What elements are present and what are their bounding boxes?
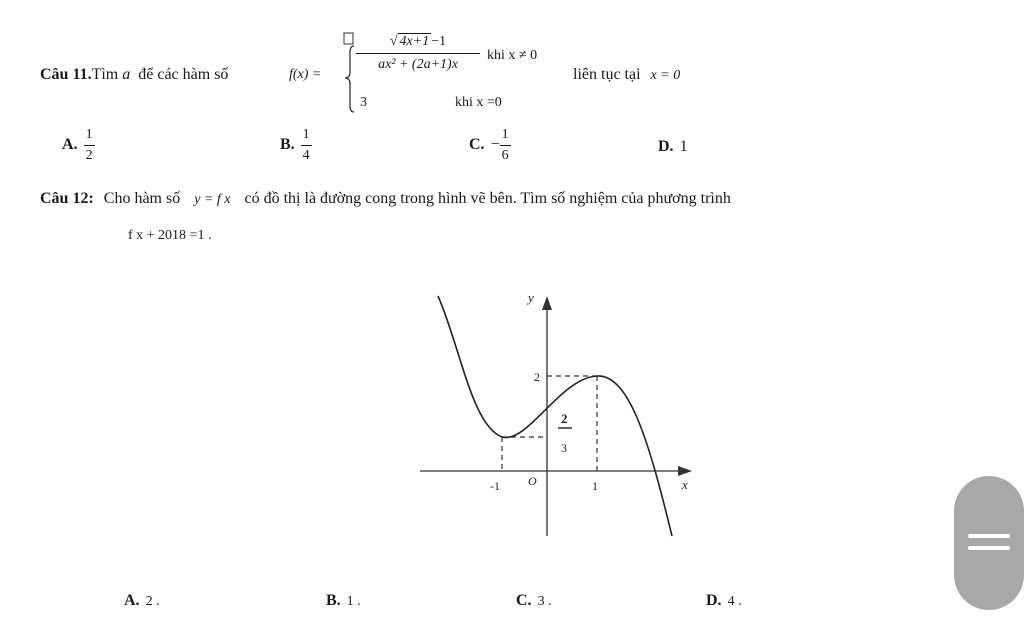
q12-equation: f x + 2018 =1 . [128,228,212,243]
x-axis-label: x [682,477,688,492]
answer-label: A. [124,592,140,609]
q11-answer-b[interactable] [280,128,312,163]
answer-value: 2 . [145,594,160,609]
menu-bar-top [968,534,1010,538]
y-axis-label: y [528,290,534,305]
answer-label: B. [326,592,341,609]
q11-case1: khi x ≠ 0 [487,48,538,63]
q11-stem [40,66,228,84]
q11-numerator [356,34,480,53]
q12-answer-c[interactable] [516,592,552,610]
origin-label: O [528,474,537,488]
answer-label: C. [469,136,485,154]
q11-tail-text: liên tục tại [573,66,641,83]
answer-label: A. [62,136,78,154]
q11-answer-d[interactable] [658,138,688,156]
function-graph [410,286,710,542]
q11-label: Câu 11. [40,66,92,83]
q11-answer-a[interactable] [62,128,95,163]
q12-math1: y = f x [194,192,231,207]
q11-text2: để các hàm số [138,66,229,83]
answer-value: 1 . [346,594,361,609]
answer-value: 1 [679,138,688,155]
curve [438,296,672,536]
frac-num-label: 2 [561,411,568,426]
answer-value: 4 . [727,594,742,609]
menu-bar-bottom [968,546,1010,550]
q12-answer-b[interactable] [326,592,361,610]
tick-neg1-label: -1 [490,479,500,493]
q11-num-radicand: 4x+1 [399,34,430,49]
q11-fx: f(x) = [289,67,322,82]
answer-label: D. [658,138,674,155]
answer-sign: − [490,136,500,154]
q11-case2: khi x =0 [455,95,502,110]
q12-text2: có đồ thị là đường cong trong hình vẽ bên. Tìm số nghiệm của phương trình [244,190,731,207]
q11-var-a: a [122,66,131,83]
q12-label: Câu 12: [40,190,94,207]
sqrt-sign: √ [389,34,398,49]
q11-answer-c[interactable] [469,128,511,163]
q11-fraction [356,34,480,73]
answer-value: 3 . [537,594,552,609]
q11-tail-math: x = 0 [650,68,681,83]
q12-text1: Cho hàm số [103,190,181,207]
answer-label: B. [280,136,295,154]
frac-den-label: 3 [561,441,567,455]
floating-menu-button[interactable] [954,476,1024,610]
q11-num-minus: −1 [431,34,447,49]
answer-fraction: $\frac{1}{2}$ [85,127,93,163]
q12-stem [40,190,1004,208]
q12-answer-a[interactable] [124,592,160,610]
answer-label: D. [706,592,722,609]
q11-text: Tìm [91,66,119,83]
q11-tail [573,66,680,84]
y-axis-arrow [542,296,552,310]
answer-fraction: $\frac{1}{6}$ [501,127,509,163]
q11-denominator: ax² + (2a+1)x [378,57,458,72]
q11-case2-value: 3 [360,95,367,110]
answer-fraction: $\frac{1}{4}$ [302,127,310,163]
q12-answer-d[interactable] [706,592,742,610]
x-axis-arrow [678,466,692,476]
tick-1-label: 1 [592,479,598,493]
answer-label: C. [516,592,532,609]
tick-2-label: 2 [534,370,540,384]
